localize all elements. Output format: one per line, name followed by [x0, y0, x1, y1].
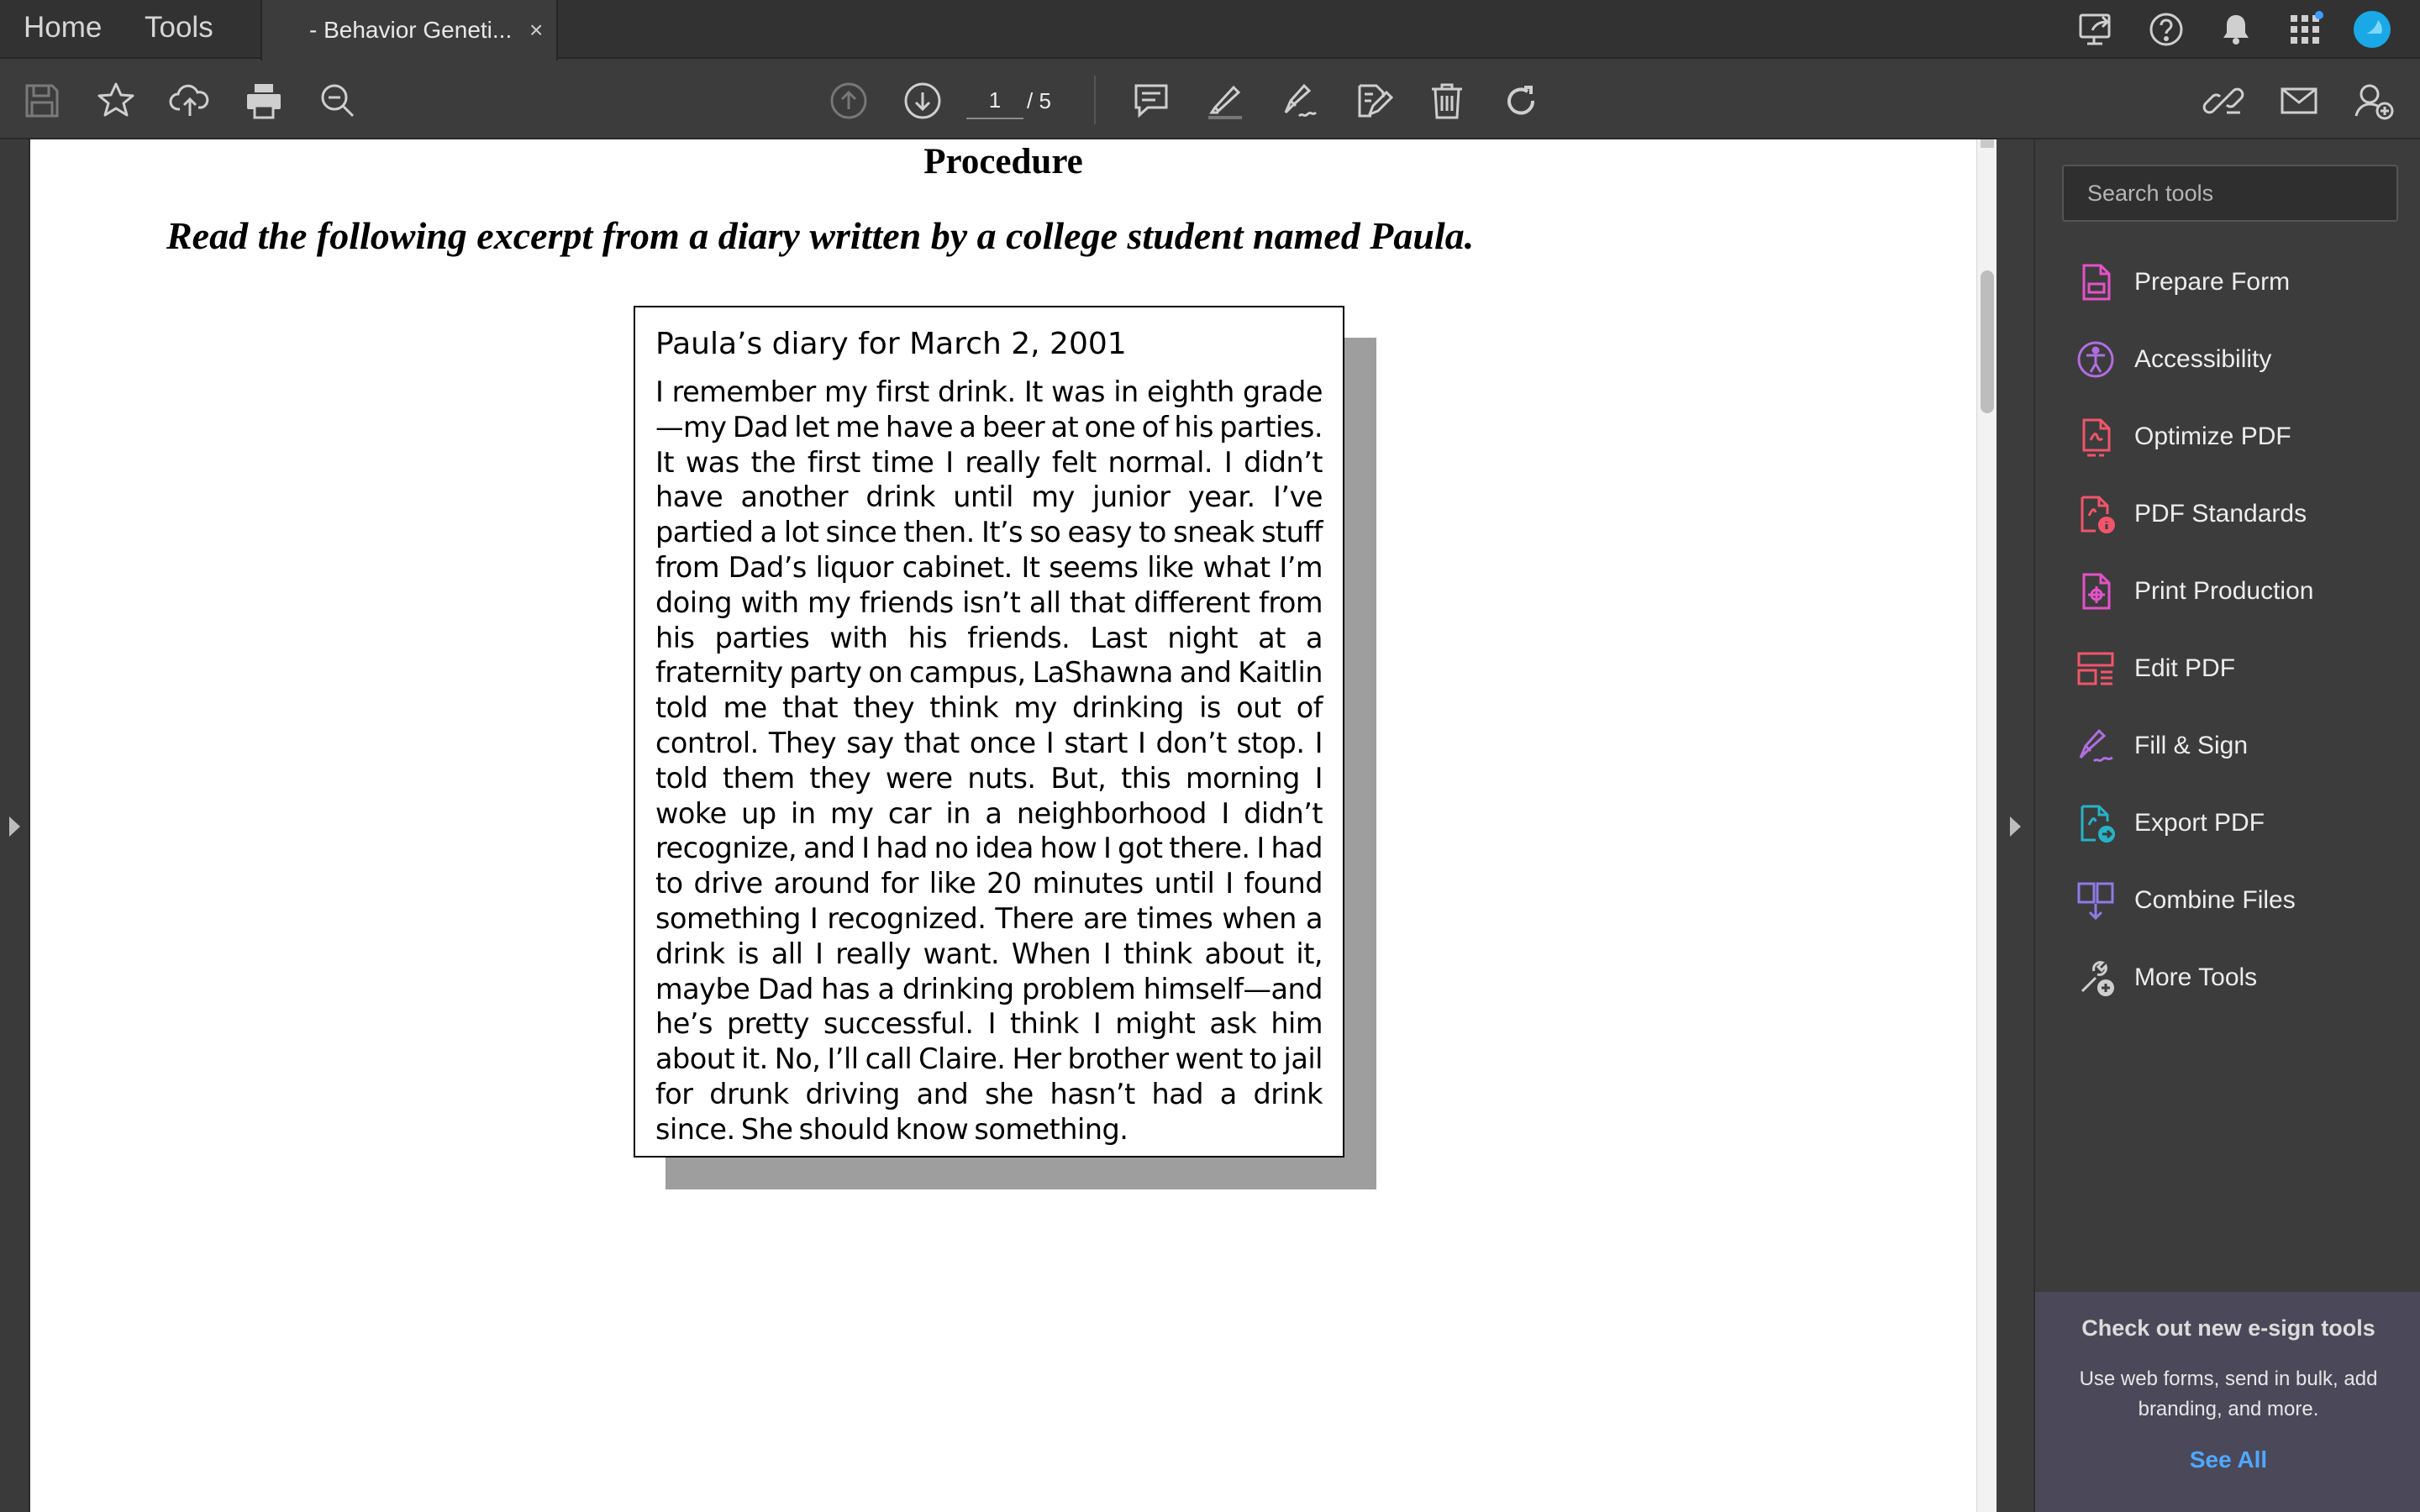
expand-left-panel-icon[interactable]	[9, 816, 20, 837]
scrollbar-thumb[interactable]	[1981, 270, 1994, 413]
optimize-pdf-icon	[2074, 415, 2118, 459]
fill-sign-icon	[2074, 724, 2118, 768]
zoom-out-icon[interactable]	[316, 79, 360, 123]
rotate-icon[interactable]	[1499, 79, 1543, 123]
accessibility-icon	[2074, 338, 2118, 381]
tools-pane-toggle-strip	[1996, 139, 2033, 1512]
tool-combine-files[interactable]	[2035, 867, 2420, 934]
help-icon[interactable]	[2145, 8, 2187, 50]
toolbar-divider	[1094, 76, 1096, 124]
tool-more-tools[interactable]	[2035, 944, 2420, 1011]
tool-export-pdf[interactable]	[2035, 790, 2420, 857]
sign-icon[interactable]	[1277, 79, 1321, 123]
tool-label: Accessibility	[2134, 345, 2272, 373]
save-icon[interactable]	[20, 79, 64, 123]
tool-accessibility[interactable]	[2035, 326, 2420, 393]
close-tab-icon[interactable]: ×	[529, 17, 544, 43]
tool-pdf-standards[interactable]	[2035, 480, 2420, 548]
page-number-input[interactable]	[966, 82, 1023, 119]
section-heading: Procedure	[923, 142, 1083, 181]
highlight-icon[interactable]	[1203, 79, 1247, 123]
tool-label: More Tools	[2134, 963, 2258, 991]
tool-label: Export PDF	[2134, 809, 2265, 837]
pdf-standards-icon	[2074, 492, 2118, 536]
search-tools-input[interactable]	[2062, 165, 2398, 222]
tool-label: Prepare Form	[2134, 268, 2291, 296]
share-screen-icon[interactable]	[2075, 8, 2118, 50]
diary-excerpt-box	[634, 306, 1344, 1158]
main-toolbar	[0, 60, 2420, 139]
page-total: / 5	[1027, 88, 1051, 113]
tab-tools[interactable]: Tools	[145, 11, 213, 44]
collapse-tools-pane-icon[interactable]	[2010, 816, 2021, 837]
comment-icon[interactable]	[1129, 79, 1173, 123]
scrollbar-top-cap	[1981, 139, 1994, 148]
instruction-text: Read the following excerpt from a diary written by a college student named Paula.	[166, 214, 1475, 257]
tool-label: Fill & Sign	[2134, 732, 2249, 759]
promo-text: Use web forms, send in bulk, add branding, and more.	[2079, 1368, 2378, 1420]
bookmark-star-icon[interactable]	[94, 79, 138, 123]
tool-label: Print Production	[2134, 577, 2314, 605]
user-avatar[interactable]	[2351, 8, 2393, 50]
combine-files-icon	[2074, 879, 2118, 922]
document-tab-label: - Behavior Geneti...	[309, 17, 513, 43]
tab-document[interactable]	[260, 0, 558, 60]
tab-home[interactable]: Home	[24, 11, 103, 44]
link-icon[interactable]	[2202, 79, 2245, 123]
previous-page-icon[interactable]	[827, 79, 871, 123]
esign-promo-card	[2035, 1292, 2420, 1512]
tool-label: Combine Files	[2134, 886, 2296, 914]
tool-label: Optimize PDF	[2134, 423, 2291, 450]
more-tools-icon	[2074, 956, 2118, 1000]
vertical-scrollbar[interactable]	[1976, 139, 1996, 1512]
prepare-form-icon	[2074, 260, 2118, 304]
next-page-icon[interactable]	[901, 79, 944, 123]
see-all-link[interactable]: See All	[2189, 1446, 2268, 1473]
pdf-page	[30, 139, 1976, 1512]
diary-text: I remember my first drink. It was in eighth grade—my Dad let me have a beer at one of his parties. It was the first time I really felt normal. I didn’t have another drink until my junior year. I’ve partied a lot since then. It’s so easy to sneak stuff from Dad’s liquor cabinet. It seems like what I’m doing with my friends isn’t all that different from his parties with his friends. Last night at a fraternity party on campus, LaShawna and Kaitlin told me that they think my drinking is out of control. They say that once I start I don’t stop. I told them they were nuts. But, this morning I woke up in my car in a neighborhood I didn’t recognize, and I had no idea how I got there. I had to drive around for like 20 minutes until I found something I recognized. There are times when a drink is all I really want. When I think about it, maybe Dad has a drinking problem himself—and he’s pretty successful. I think I might ask him about it. No, I’ll call Claire. Her brother went to jail for drunk driving and she hasn’t had a drink since. She should know something.	[655, 375, 1323, 1146]
print-icon[interactable]	[242, 79, 286, 123]
tool-prepare-form[interactable]	[2035, 249, 2420, 316]
promo-title: Check out new e-sign tools	[2081, 1315, 2375, 1341]
tool-label: Edit PDF	[2134, 654, 2236, 682]
tool-optimize-pdf[interactable]	[2035, 403, 2420, 470]
print-production-icon	[2074, 570, 2118, 613]
tools-pane	[2033, 139, 2420, 1512]
diary-title: Paula’s diary for March 2, 2001	[655, 327, 1127, 361]
left-panel-collapsed	[0, 139, 30, 1512]
document-viewer[interactable]	[30, 139, 1976, 1512]
tool-edit-pdf[interactable]	[2035, 635, 2420, 702]
delete-icon[interactable]	[1425, 79, 1469, 123]
tool-label: PDF Standards	[2134, 500, 2307, 528]
apps-grid-icon[interactable]	[2284, 8, 2326, 50]
edit-text-icon[interactable]	[1351, 79, 1395, 123]
tool-fill-sign[interactable]	[2035, 712, 2420, 780]
export-pdf-icon	[2074, 801, 2118, 845]
upload-cloud-icon[interactable]	[168, 79, 212, 123]
tool-print-production[interactable]	[2035, 558, 2420, 625]
email-icon[interactable]	[2277, 79, 2321, 123]
notifications-icon[interactable]	[2215, 8, 2257, 50]
add-user-icon[interactable]	[2351, 79, 2395, 123]
tab-bar	[0, 0, 2420, 59]
edit-pdf-icon	[2074, 647, 2118, 690]
